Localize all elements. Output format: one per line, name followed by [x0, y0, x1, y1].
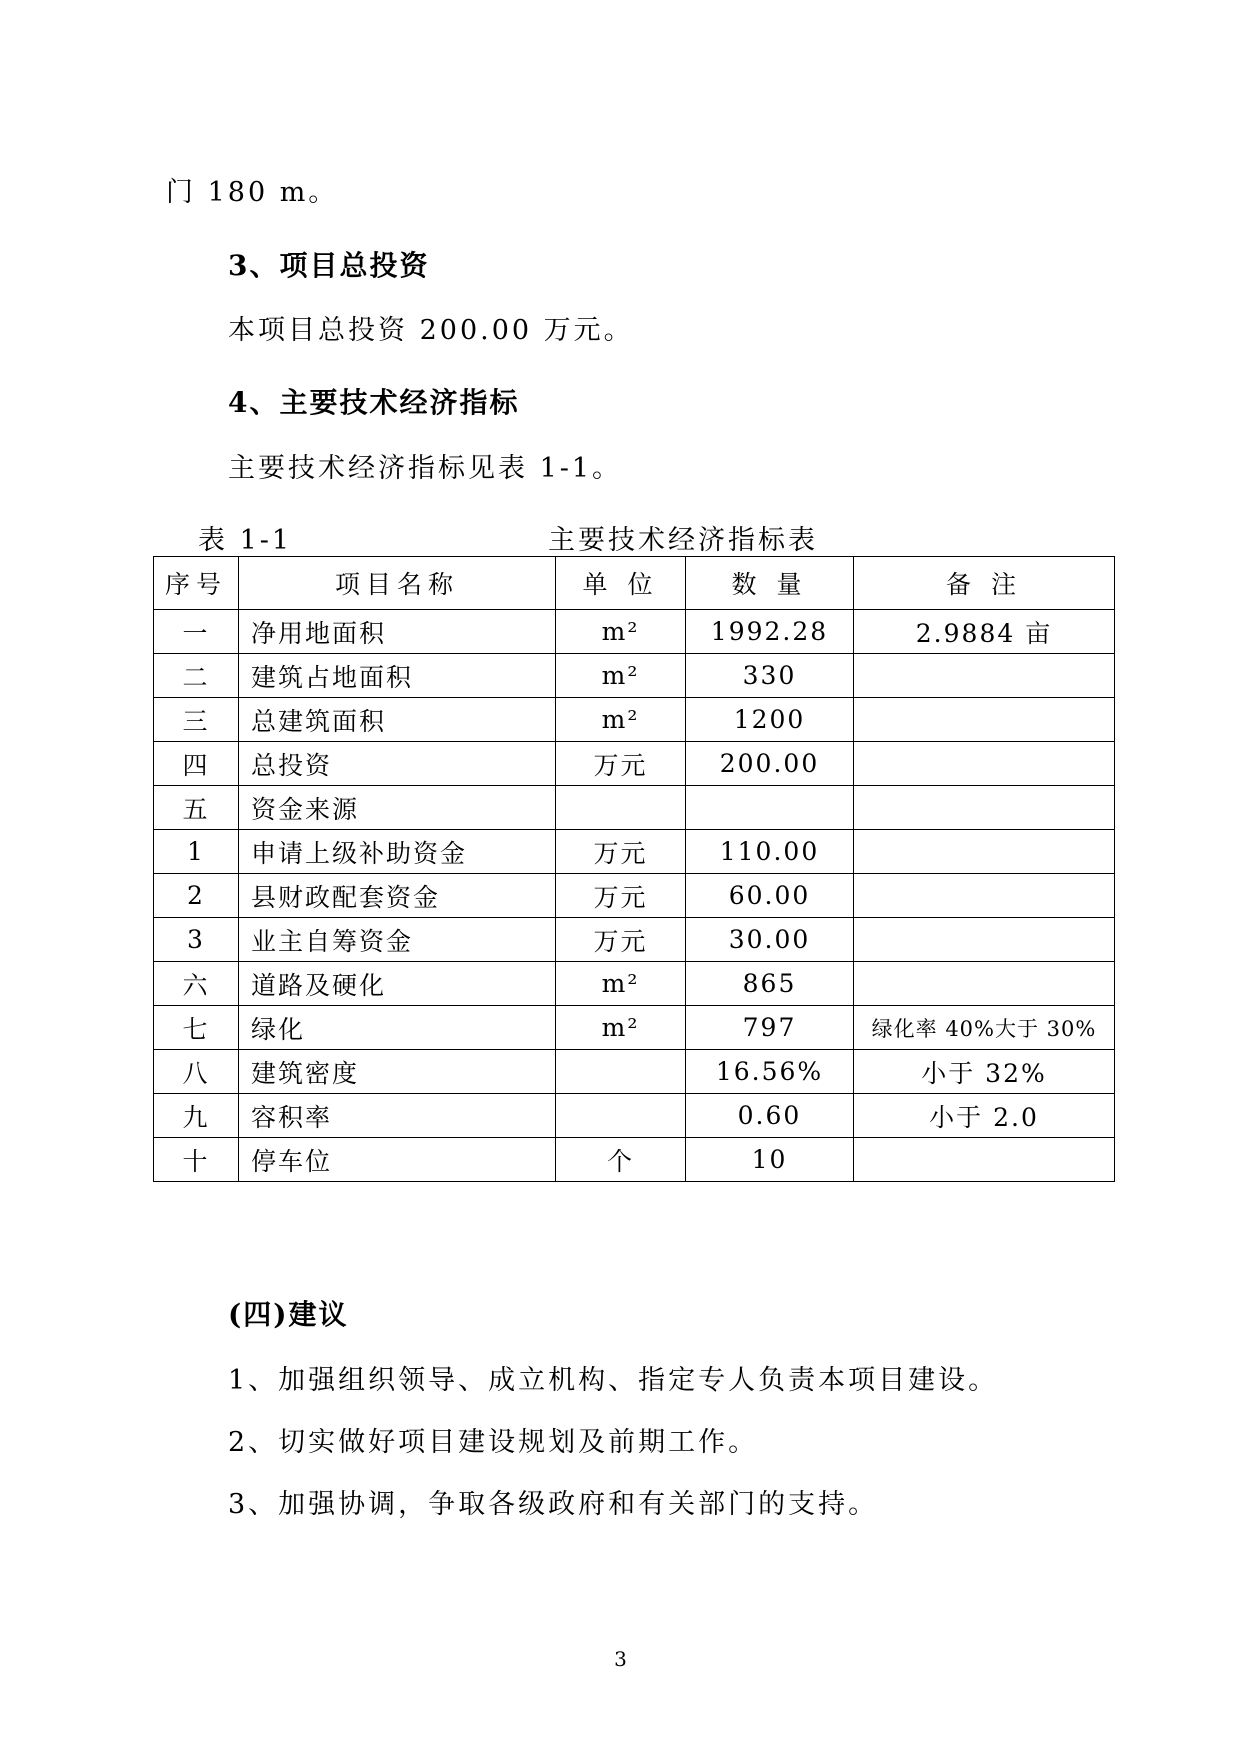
cell-index: 二 — [154, 654, 239, 698]
header-index: 序号 — [154, 557, 239, 610]
cell-quantity: 110.00 — [686, 830, 854, 874]
cell-unit: m² — [556, 610, 686, 654]
cell-unit: m² — [556, 698, 686, 742]
page-number: 3 — [614, 1647, 627, 1671]
cell-remark — [854, 830, 1115, 874]
cell-item-name: 总投资 — [239, 742, 556, 786]
header-remark: 备 注 — [854, 557, 1115, 610]
cell-index: 五 — [154, 786, 239, 830]
header-quantity: 数 量 — [686, 557, 854, 610]
cell-item-name: 容积率 — [239, 1094, 556, 1138]
cell-quantity: 60.00 — [686, 874, 854, 918]
cell-item-name: 县财政配套资金 — [239, 874, 556, 918]
suggestion-3: 3、加强协调，争取各级政府和有关部门的支持。 — [228, 1489, 879, 1520]
header-unit: 单 位 — [556, 557, 686, 610]
cell-item-name: 建筑密度 — [239, 1050, 556, 1094]
cell-item-name: 绿化 — [239, 1006, 556, 1050]
cell-remark — [854, 698, 1115, 742]
cell-quantity: 0.60 — [686, 1094, 854, 1138]
cell-quantity: 10 — [686, 1138, 854, 1182]
table-number: 表 1-1 — [198, 525, 293, 556]
cell-quantity: 1992.28 — [686, 610, 854, 654]
table-row — [154, 830, 1115, 874]
cell-index: 1 — [154, 830, 239, 874]
cell-quantity: 30.00 — [686, 918, 854, 962]
table-row — [154, 918, 1115, 962]
table-row — [154, 1094, 1115, 1138]
table-row — [154, 874, 1115, 918]
cell-quantity: 330 — [686, 654, 854, 698]
cell-unit: m² — [556, 654, 686, 698]
cell-index: 3 — [154, 918, 239, 962]
cell-item-name: 资金来源 — [239, 786, 556, 830]
cell-index: 十 — [154, 1138, 239, 1182]
section-heading-suggestions: (四)建议 — [228, 1298, 349, 1331]
table-row — [154, 786, 1115, 830]
cell-quantity: 16.56% — [686, 1050, 854, 1094]
cell-item-name: 停车位 — [239, 1138, 556, 1182]
continued-line: 门 180 m。 — [166, 177, 339, 208]
cell-index: 三 — [154, 698, 239, 742]
table-row — [154, 1050, 1115, 1094]
cell-remark: 2.9884 亩 — [854, 610, 1115, 654]
table-title: 主要技术经济指标表 — [548, 525, 818, 556]
cell-item-name: 道路及硬化 — [239, 962, 556, 1006]
cell-remark — [854, 962, 1115, 1006]
table-row — [154, 1138, 1115, 1182]
suggestion-1: 1、加强组织领导、成立机构、指定专人负责本项目建设。 — [228, 1365, 999, 1396]
cell-quantity: 865 — [686, 962, 854, 1006]
section-heading-total-investment: 3、项目总投资 — [228, 249, 430, 282]
cell-item-name: 总建筑面积 — [239, 698, 556, 742]
paragraph-indicators: 主要技术经济指标见表 1-1。 — [228, 453, 623, 484]
cell-remark — [854, 786, 1115, 830]
cell-unit — [556, 1050, 686, 1094]
table-row — [154, 1006, 1115, 1050]
cell-quantity: 1200 — [686, 698, 854, 742]
cell-quantity: 200.00 — [686, 742, 854, 786]
cell-remark — [854, 742, 1115, 786]
cell-index: 九 — [154, 1094, 239, 1138]
cell-remark — [854, 874, 1115, 918]
cell-item-name: 业主自筹资金 — [239, 918, 556, 962]
cell-remark: 小于 2.0 — [854, 1094, 1115, 1138]
indicators-table — [153, 556, 1115, 1182]
cell-unit — [556, 1094, 686, 1138]
cell-item-name: 净用地面积 — [239, 610, 556, 654]
suggestion-2: 2、切实做好项目建设规划及前期工作。 — [228, 1427, 759, 1458]
cell-unit: 万元 — [556, 918, 686, 962]
cell-unit: 个 — [556, 1138, 686, 1182]
cell-index: 七 — [154, 1006, 239, 1050]
table-row — [154, 698, 1115, 742]
table-header-row — [154, 557, 1115, 610]
cell-unit: 万元 — [556, 874, 686, 918]
cell-unit — [556, 786, 686, 830]
section-heading-indicators: 4、主要技术经济指标 — [228, 386, 520, 419]
cell-quantity: 797 — [686, 1006, 854, 1050]
cell-quantity — [686, 786, 854, 830]
cell-unit: 万元 — [556, 742, 686, 786]
cell-item-name: 建筑占地面积 — [239, 654, 556, 698]
cell-remark — [854, 654, 1115, 698]
cell-index: 2 — [154, 874, 239, 918]
cell-index: 八 — [154, 1050, 239, 1094]
table-row — [154, 962, 1115, 1006]
cell-index: 一 — [154, 610, 239, 654]
cell-item-name: 申请上级补助资金 — [239, 830, 556, 874]
cell-remark — [854, 918, 1115, 962]
cell-remark — [854, 1138, 1115, 1182]
cell-unit: m² — [556, 962, 686, 1006]
cell-index: 六 — [154, 962, 239, 1006]
table-row — [154, 610, 1115, 654]
cell-remark: 小于 32% — [854, 1050, 1115, 1094]
header-item-name: 项目名称 — [239, 557, 556, 610]
cell-unit: m² — [556, 1006, 686, 1050]
cell-unit: 万元 — [556, 830, 686, 874]
table-row — [154, 742, 1115, 786]
cell-remark: 绿化率 40%大于 30% — [854, 1006, 1115, 1050]
cell-index: 四 — [154, 742, 239, 786]
paragraph-total-investment: 本项目总投资 200.00 万元。 — [228, 315, 634, 346]
table-row — [154, 654, 1115, 698]
